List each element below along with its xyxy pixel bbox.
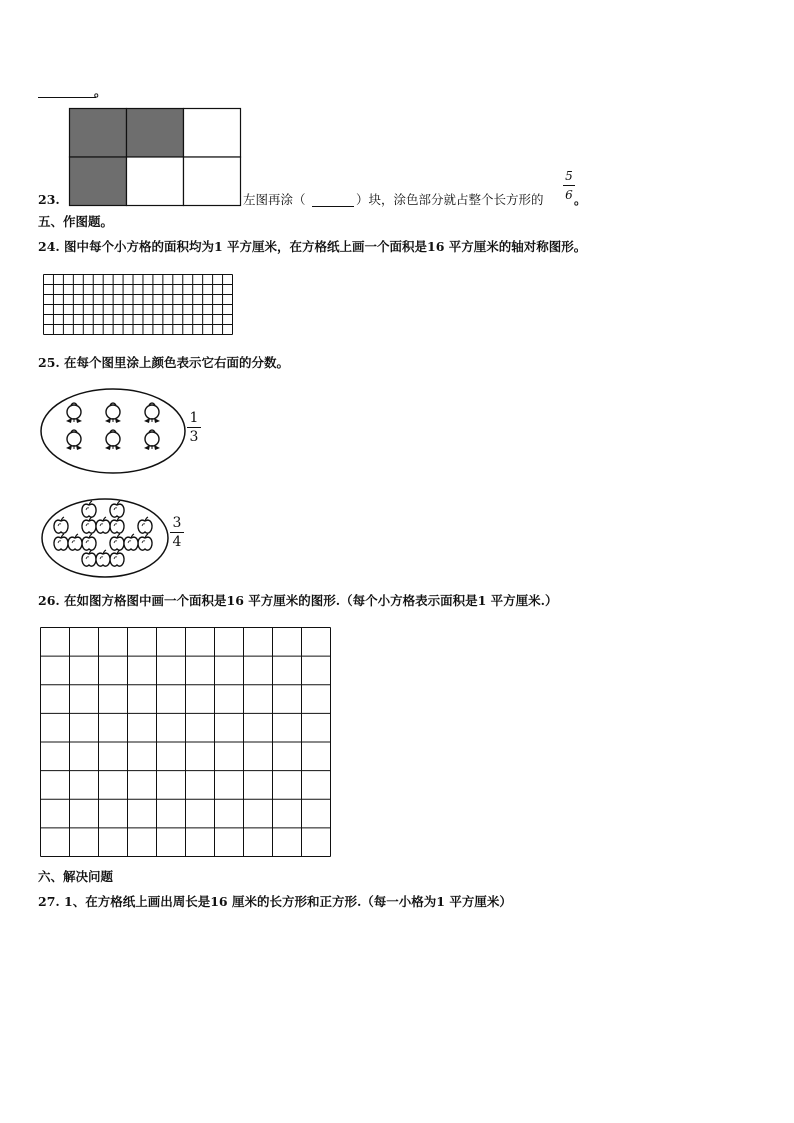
q25-fraction-2 [170,515,184,550]
q23-end-mark: 。 [574,192,587,207]
apple-icon[interactable] [138,517,152,533]
fruit-icon[interactable] [66,430,82,450]
fruit-icon[interactable] [105,430,121,450]
q24-square-grid[interactable] [43,274,233,335]
q23-fraction-bar [563,185,575,186]
q23-cell-empty[interactable] [184,109,241,158]
q23-fraction-numerator: 5 [565,169,573,183]
period-mark: 。 [94,84,107,99]
apple-icon[interactable] [124,534,138,550]
q25-fraction-2-numerator: 3 [172,515,182,531]
q26-square-grid[interactable] [40,627,331,857]
apple-icon[interactable] [68,534,82,550]
section-6-title: 六、解决问题 [38,869,114,884]
apple-icon[interactable] [54,534,68,550]
fruit-icon[interactable] [144,403,160,423]
answer-blank-top[interactable] [38,97,96,98]
q23-cell-empty[interactable] [184,157,241,206]
apple-icon[interactable] [110,501,124,517]
apple-icon[interactable] [110,534,124,550]
q27-number: 27. [38,894,60,909]
q23-cell-shaded[interactable] [70,157,127,206]
q23-cell-empty[interactable] [127,157,184,206]
q25-fraction-1-denominator: 3 [189,429,199,445]
q27-text: 1、在方格纸上画出周长是16 厘米的长方形和正方形.（每一小格为1 平方厘米） [64,894,512,909]
apple-icon[interactable] [110,517,124,533]
apple-icon[interactable] [96,550,110,566]
q24-number: 24. [38,239,60,254]
q26-number: 26. [38,593,60,608]
apple-icon[interactable] [82,534,96,550]
fruit-icon[interactable] [105,403,121,423]
apple-icon[interactable] [82,550,96,566]
q23-rectangle-grid [69,108,241,206]
q25-oval-1-outline [41,389,185,473]
q23-text-after: ）块，涂色部分就占整个长方形的 [356,192,544,207]
q25-number: 25. [38,355,60,370]
section-5-title: 五、作图题。 [38,214,114,229]
apple-icon[interactable] [82,517,96,533]
q23-text-before: 左图再涂（ [243,192,306,207]
q25-fraction-1-bar [187,427,201,428]
fruit-icon[interactable] [66,403,82,423]
q24-text: 图中每个小方格的面积均为1 平方厘米，在方格纸上画一个面积是16 平方厘米的轴对称图形。 [64,239,587,254]
q25-fraction-1-numerator: 1 [189,410,199,426]
q25-oval-apples[interactable] [41,498,169,578]
q23-fraction-denominator: 6 [565,188,573,202]
q25-fraction-1 [187,410,201,445]
q23-number: 23. [38,192,60,207]
q25-text: 在每个图里涂上颜色表示它右面的分数。 [64,355,290,370]
fruit-icon[interactable] [144,430,160,450]
q26-text: 在如图方格图中画一个面积是16 平方厘米的图形.（每个小方格表示面积是1 平方厘米.） [64,593,558,608]
q23-answer-blank[interactable] [312,206,354,207]
apple-icon[interactable] [82,501,96,517]
apple-icon[interactable] [54,517,68,533]
q23-cell-shaded[interactable] [127,109,184,158]
q25-oval-fruits[interactable] [40,388,186,474]
apple-icon[interactable] [138,534,152,550]
apple-icon[interactable] [110,550,124,566]
apple-icon[interactable] [96,517,110,533]
q25-fraction-2-bar [170,532,184,533]
q25-fraction-2-denominator: 4 [172,534,182,550]
q23-cell-shaded[interactable] [70,109,127,158]
